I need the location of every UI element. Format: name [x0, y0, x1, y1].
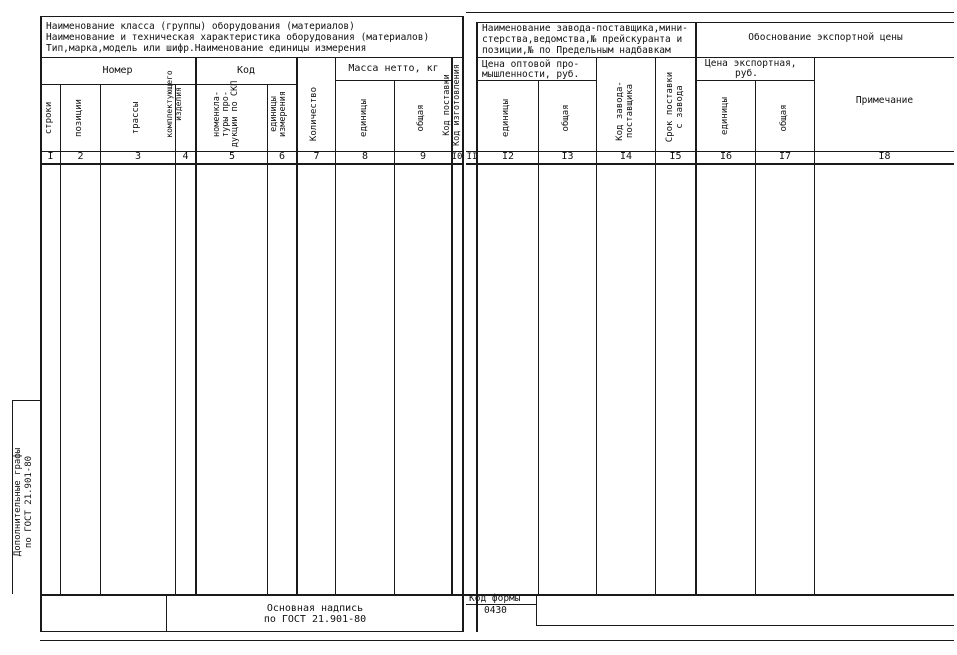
col-num-4: 4	[182, 151, 189, 162]
col-mass-edinicy: единицы	[359, 99, 369, 137]
col-num-15: I5	[669, 151, 682, 162]
col-num-5: 5	[228, 151, 236, 162]
col-komplekt: комплектующего изделия	[165, 70, 183, 138]
zavod-line2: стерства,ведомства,№ прейскуранта и	[482, 34, 683, 45]
col-num-14: I4	[619, 151, 633, 162]
col-trassy: трассы	[131, 101, 141, 135]
col-kod-izgotovleniya: Код изготовления	[452, 64, 462, 146]
col-edinicy-izm: единицы измерения	[269, 90, 288, 138]
characteristics-line: Наименование и техническая характеристика оборудования (материалов)	[46, 32, 430, 43]
col-num-9: 9	[419, 151, 427, 162]
col-mass-obshaya: общая	[416, 104, 426, 132]
col-opt-edinicy: единицы	[501, 99, 511, 137]
col-kolichestvo: Количество	[309, 86, 319, 142]
col-num-18: I8	[878, 151, 891, 162]
cena-exp-line1: Цена экспортная,	[705, 58, 797, 69]
col-num-11: II	[466, 152, 478, 162]
col-num-17: I7	[778, 151, 792, 162]
col-num-7: 7	[313, 151, 320, 162]
stamp-line1: Основная надпись	[266, 603, 364, 614]
side-label-line1: Дополнительные графы	[13, 447, 23, 557]
col-num-2: 2	[77, 151, 84, 162]
primechanie-header: Примечание	[855, 95, 914, 106]
col-num-13: I3	[561, 151, 574, 162]
type-mark-line: Тип,марка,модель или шифр.Наименование единицы измерения	[46, 43, 367, 54]
form-code-value: 0430	[484, 605, 507, 616]
col-num-1: I	[47, 151, 54, 162]
kod-header: Код	[236, 65, 256, 76]
side-label-line2: по ГОСТ 21.901-80	[24, 455, 34, 549]
col-kod-postavki: Код поставки	[442, 74, 452, 136]
side-label	[13, 422, 37, 582]
cena-opt-line2: мышленности, руб.	[482, 69, 580, 80]
massa-header: Масса нетто, кг	[348, 63, 439, 74]
col-exp-obshaya: общая	[779, 104, 789, 132]
col-pozicii: позиции	[74, 99, 84, 137]
obosnovanie-header: Обоснование экспортной цены	[748, 32, 903, 43]
col-nomenklatury: номенкла- туры про- дукции по СКП	[212, 80, 240, 148]
col-stroki: строки	[44, 101, 54, 135]
col-srok: Срок поставки с завода	[665, 71, 685, 143]
stamp-line2: по ГОСТ 21.901-80	[263, 614, 367, 625]
col-num-8: 8	[361, 151, 369, 162]
col-kod-zavoda: Код завода- поставщика	[615, 81, 635, 141]
nomer-header: Номер	[102, 65, 133, 76]
cena-opt-line1: Цена оптовой про-	[482, 59, 580, 70]
col-exp-edinicy: единицы	[720, 97, 730, 135]
col-num-16: I6	[719, 151, 733, 162]
cena-exp-line2: руб.	[735, 68, 758, 79]
form-code-label: Код формы	[469, 593, 521, 604]
col-num-10: I0	[451, 152, 463, 162]
col-num-6: 6	[278, 151, 286, 162]
col-num-12: I2	[501, 151, 515, 162]
zavod-line3: позиции,№ по Предельным надбавкам	[482, 45, 671, 56]
col-opt-obshaya: общая	[561, 104, 571, 132]
page-bottom-line	[40, 640, 954, 641]
zavod-line1: Наименование завода-поставщика,мини-	[482, 23, 688, 34]
col-num-3: 3	[134, 151, 142, 162]
class-name-line: Наименование класса (группы) оборудования (материалов)	[46, 21, 355, 32]
